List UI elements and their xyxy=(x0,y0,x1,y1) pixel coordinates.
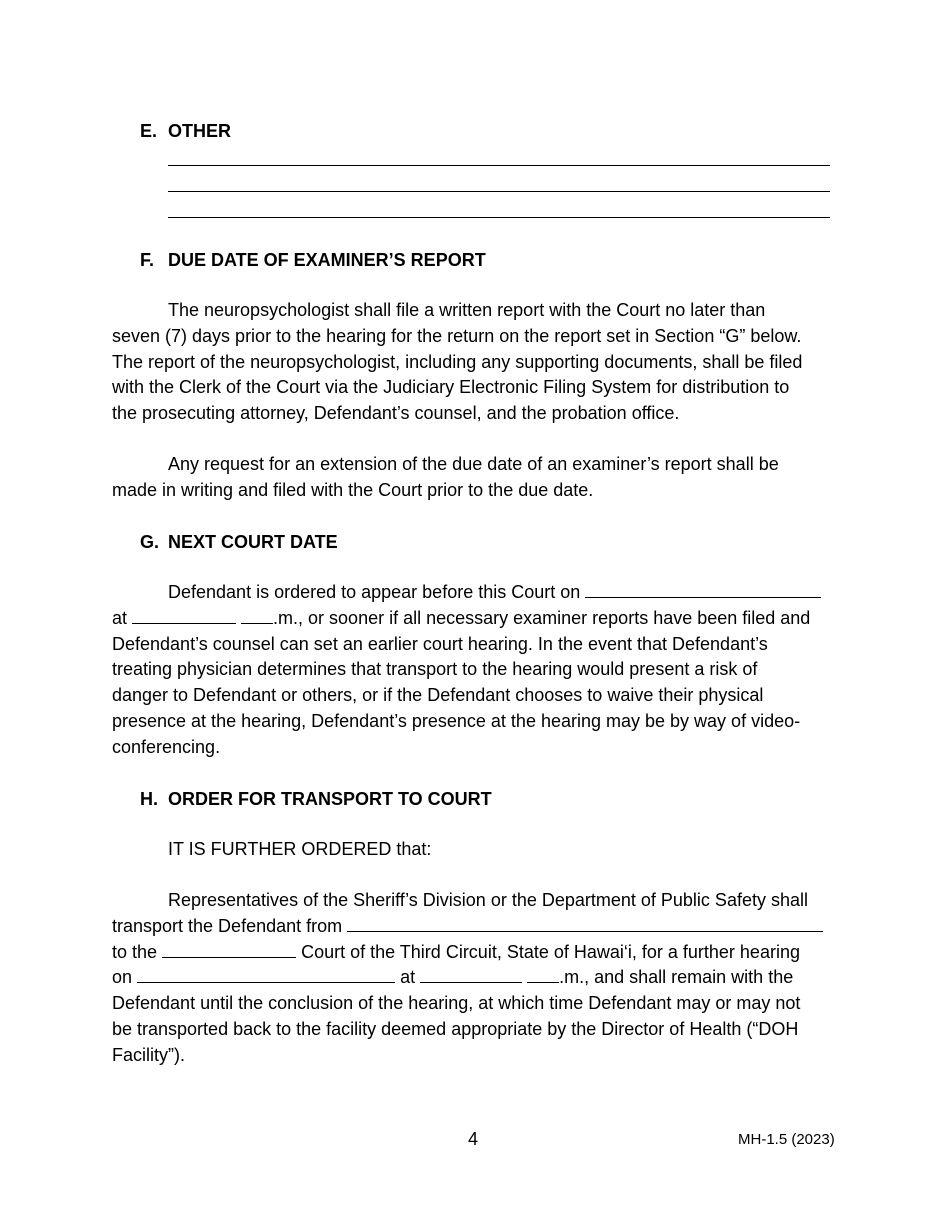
section-f-letter: F. xyxy=(140,250,155,270)
section-g-letter: G. xyxy=(140,532,160,552)
due-date-paragraph xyxy=(112,298,832,427)
text-line: presence at the hearing, Defendant’s presence at the hearing may be by way of video- xyxy=(112,710,801,731)
text-line: The report of the neuropsychologist, including any supporting documents, shall be filed xyxy=(112,351,803,372)
transport-from-blank[interactable] xyxy=(347,915,823,932)
text-line: IT IS FURTHER ORDERED that: xyxy=(168,839,432,859)
text-fragment: Defendant is ordered to appear before this Court on xyxy=(168,582,581,602)
further-ordered-paragraph xyxy=(112,837,832,863)
text-line xyxy=(112,965,832,991)
section-g-title: NEXT COURT DATE xyxy=(168,532,338,552)
text-line xyxy=(112,940,832,966)
text-line: conferencing. xyxy=(112,736,221,757)
section-h-heading xyxy=(140,788,492,810)
text-line: Facility”). xyxy=(112,1044,185,1065)
text-line xyxy=(112,914,832,940)
extension-paragraph xyxy=(112,452,832,504)
section-f-heading xyxy=(140,249,486,271)
other-blank-line-2[interactable] xyxy=(168,191,830,192)
other-blank-line-1[interactable] xyxy=(168,165,830,166)
text-line xyxy=(112,606,852,632)
text-line: The neuropsychologist shall file a written report with the Court no later than xyxy=(168,300,766,320)
text-line: Representatives of the Sheriff’s Division or the Department of Public Safety shall xyxy=(168,890,808,910)
text-fragment: .m., or sooner if all necessary examiner reports have been filed and xyxy=(273,607,811,628)
text-line: danger to Defendant or others, or if the Defendant chooses to waive their physical xyxy=(112,685,764,706)
text-line xyxy=(112,580,852,606)
text-fragment: .m., and shall remain with the xyxy=(559,967,794,988)
section-e-heading xyxy=(140,120,231,142)
hearing-date-blank[interactable] xyxy=(137,966,395,983)
court-date-blank[interactable] xyxy=(585,581,821,598)
text-line: be transported back to the facility deemed appropriate by the Director of Health (“DOH xyxy=(112,1018,799,1039)
text-fragment: at xyxy=(400,967,416,988)
am-pm-blank[interactable] xyxy=(527,966,559,983)
court-name-blank[interactable] xyxy=(162,941,296,958)
hearing-time-blank[interactable] xyxy=(420,966,522,983)
text-fragment: transport the Defendant from xyxy=(112,915,343,936)
section-f-title: DUE DATE OF EXAMINER’S REPORT xyxy=(168,250,486,270)
text-line: Defendant’s counsel can set an earlier court hearing. In the event that Defendant’s xyxy=(112,633,768,654)
text-fragment: on xyxy=(112,967,133,988)
text-line: Defendant until the conclusion of the hearing, at which time Defendant may or may not xyxy=(112,993,801,1014)
form-code: MH-1.5 (2023) xyxy=(738,1131,835,1148)
transport-paragraph xyxy=(112,888,832,1069)
text-line: treating physician determines that transport to the hearing would present a risk of xyxy=(112,659,758,680)
other-blank-line-3[interactable] xyxy=(168,217,830,218)
text-fragment: at xyxy=(112,607,128,628)
text-fragment: Court of the Third Circuit, State of Hawai‘i, for a further hearing xyxy=(301,941,800,962)
section-e-title: OTHER xyxy=(168,121,231,141)
text-line: Any request for an extension of the due date of an examiner’s report shall be xyxy=(168,454,779,474)
section-e-letter: E. xyxy=(140,121,158,141)
am-pm-blank[interactable] xyxy=(241,607,273,624)
section-h-title: ORDER FOR TRANSPORT TO COURT xyxy=(168,789,492,809)
text-line: made in writing and filed with the Court prior to the due date. xyxy=(112,479,594,500)
text-fragment: to the xyxy=(112,941,158,962)
next-court-date-paragraph xyxy=(112,580,852,761)
court-time-blank[interactable] xyxy=(132,607,236,624)
text-line: seven (7) days prior to the hearing for the return on the report set in Section “G” below. xyxy=(112,325,802,346)
section-g-heading xyxy=(140,531,338,553)
section-h-letter: H. xyxy=(140,789,158,809)
text-line: the prosecuting attorney, Defendant’s counsel, and the probation office. xyxy=(112,403,680,424)
page-number: 4 xyxy=(468,1129,479,1149)
text-line: with the Clerk of the Court via the Judiciary Electronic Filing System for distribution to xyxy=(112,377,790,398)
